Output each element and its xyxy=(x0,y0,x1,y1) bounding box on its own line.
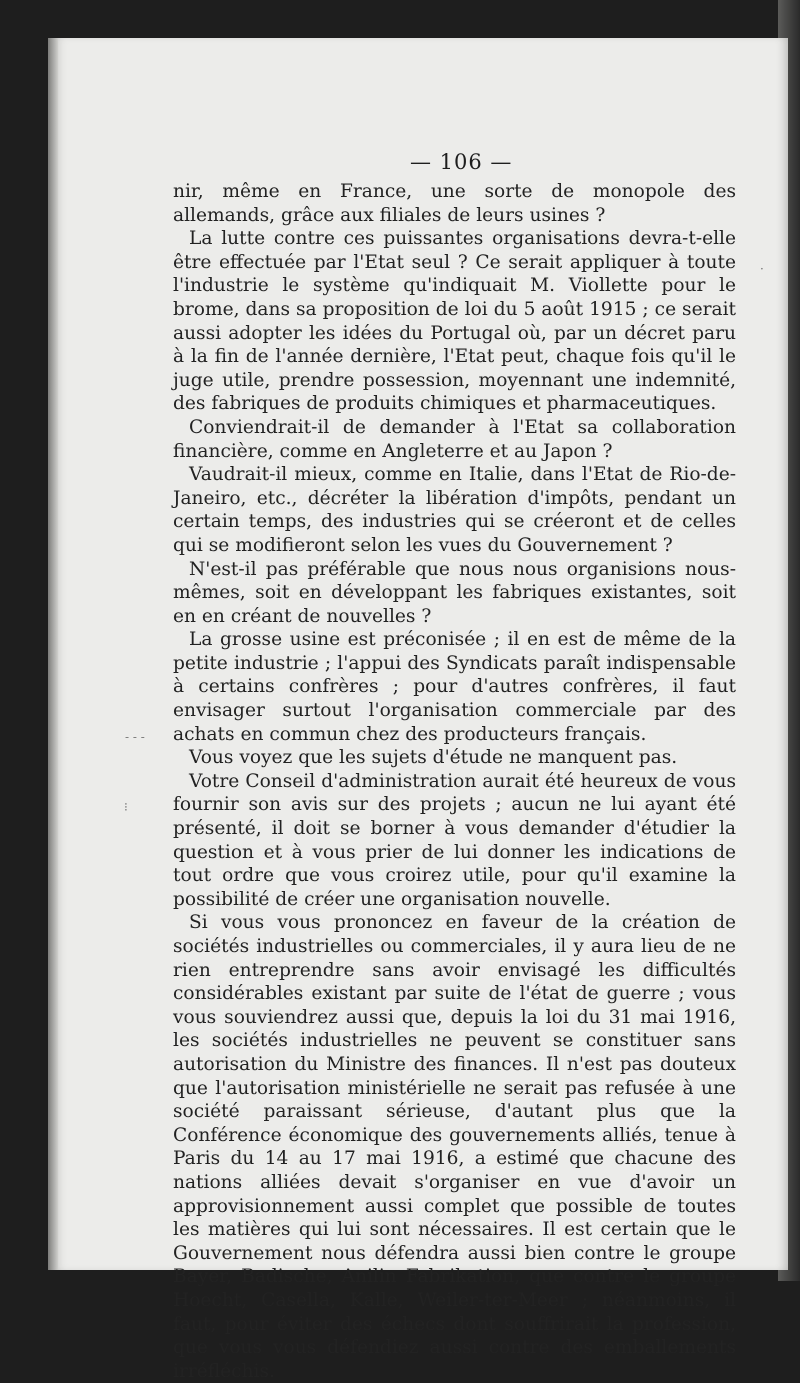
paragraph-8: Votre Conseil d'administration aurait été heureux de vous fournir son avis sur des projets ; aucun ne lui ayant été présenté, il doit se borner à vous demander d'étudier la question et à vous prier de lui donner les indications de tout ordre que vous croirez utile, pour qu'il examine la possibilité de créer une organisation nouvelle. xyxy=(173,770,736,910)
paragraph-2: La lutte contre ces puissantes organisations devra-t-elle être effectuée par l'Etat seul ? Ce serait appliquer à toute l'industrie le système qu'indiquait M. Viollette pour le brome, dans sa proposition de loi du 5 août 1915 ; ce serait aussi adopter les idées du Portugal où, par un décret paru à la fin de l'année dernière, l'Etat peut, chaque fois qu'il le juge utile, prendre possession, moyennant une indemnité, des fabriques de produits chimiques et pharmaceutiques. xyxy=(173,228,736,415)
paragraph-5: N'est-il pas préférable que nous nous organisions nous-mêmes, soit en développant les fabriques existantes, soit en en créant de nouvelles ? xyxy=(173,558,736,627)
paragraph-1: nir, même en France, une sorte de monopole des allemands, grâce aux filiales de leurs usines ? xyxy=(173,181,736,226)
paragraph-4: Vaudrait-il mieux, comme en Italie, dans l'Etat de Rio-de-Janeiro, etc., décréter la libération d'impôts, pendant un certain temps, des industries qui se créeront et de celles qui se modifieront selon les vues du Gouvernement ? xyxy=(173,464,736,556)
paragraph-9: Si vous vous prononcez en faveur de la création de sociétés industrielles ou commerciales, il y aura lieu de ne rien entreprendre sans avoir envisagé les difficultés considérables existant par suite de l'état de guerre ; vous vous souviendrez aussi que, depuis la loi du 31 mai 1916, les sociétés industrielles ne peuvent se constituer sans autorisation du Ministre des finances. Il n'est pas douteux que l'autorisation ministérielle ne serait pas refusée à une société paraissant sérieuse, d'autant plus que la Conférence économique des gouvernements alliés, tenue à Paris du 14 au 17 mai 1916, a estimé que chacune des nations alliées devait s'organiser en vue d'avoir un approvisionnement aussi complet que possible de toutes les matières qui lui sont nécessaires. Il est certain que le Gouvernement nous défendra aussi bien contre le groupe Bayer, Badische, Anilin Fabrikation, que contre le groupe Hoecht, Casella, Kalle, Weiler-ter-Meer ; néanmoins, il faut, pour éviter des échecs dont souffrirait la profession, que vous vous défendiez aussi contre des emballements irréfléchis. xyxy=(173,912,736,1382)
margin-mark: ⁝ xyxy=(124,800,128,814)
body-text xyxy=(173,180,736,1383)
paragraph-7: Vous voyez que les sujets d'étude ne manquent pas. xyxy=(189,747,678,769)
page-number: — 106 — xyxy=(410,150,513,174)
margin-mark: - - - xyxy=(125,730,145,744)
paragraph-6: La grosse usine est préconisée ; il en est de même de la petite industrie ; l'appui des Syndicats paraît indispensable à certains confrères ; pour d'autres confrères, il faut envisager surtout l'organisation commerciale par des achats en commun chez des producteurs français. xyxy=(173,629,736,745)
page-spine-shadow xyxy=(48,38,58,1270)
margin-mark: · xyxy=(760,262,764,276)
paragraph-3: Conviendrait-il de demander à l'Etat sa collaboration financière, comme en Angleterre et au Japon ? xyxy=(173,416,736,462)
